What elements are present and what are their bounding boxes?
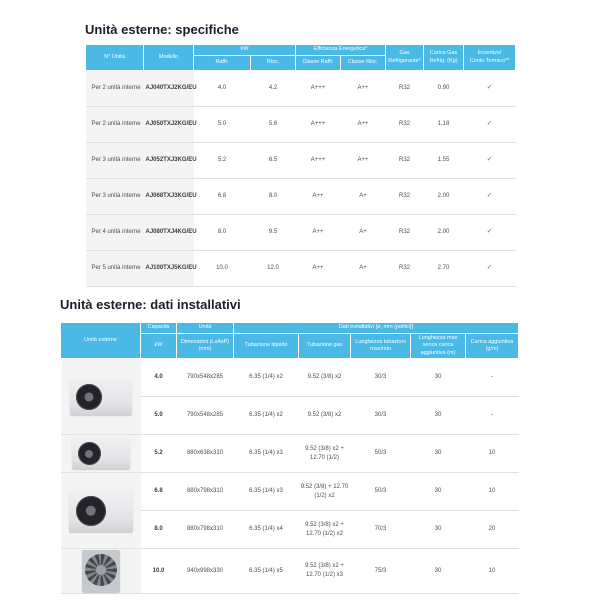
col-header-capacita: Capacità [141, 323, 177, 334]
cell-dimensioni: 790x548x285 [177, 397, 234, 435]
col-group-dati-installativi: Dati installativi [ø, mm (pollici)] [234, 323, 519, 334]
cell-n-unita: Per 2 unità interne [86, 107, 144, 143]
spec-table [85, 44, 516, 287]
col-header-tubazione-liquido: Tubazione liquido [234, 334, 299, 359]
cell-kw-raffr: 6.8 [194, 179, 251, 215]
col-header-lunghezza-tubazioni: Lunghezza tubazioni max/min [351, 334, 411, 359]
cell-dimensioni: 880x638x310 [177, 435, 234, 473]
cell-carica: 2.00 [424, 215, 464, 251]
checkmark-icon: ✓ [486, 84, 493, 92]
cell-tubazione-liquido: 6.35 (1/4) x3 [234, 473, 299, 511]
outdoor-unit-illustration [72, 438, 130, 469]
cell-lunghezza: 50/3 [351, 473, 411, 511]
cell-gas: R32 [386, 215, 424, 251]
outdoor-unit-illustration [82, 550, 120, 592]
spec-row [86, 107, 516, 143]
cell-tubazione-gas: 9.52 (3/8) + 12.70 (1/2) x2 [299, 473, 351, 511]
cell-carica: 0.90 [437, 85, 450, 91]
cell-tubazione-liquido: 6.35 (1/4) x2 [249, 374, 283, 381]
cell-n-unita: Per 2 unità interne [86, 71, 144, 107]
outdoor-unit-image [61, 549, 141, 594]
cell-tubazione-liquido: 6.35 (1/4) x3 [234, 435, 299, 473]
section1-title: Unità esterne: specifiche [85, 22, 239, 37]
cell-classe-raffr: A+++ [296, 107, 341, 143]
cell-tubazione-gas: 9.52 (3/8) x2 + 12.70 (1/2) x3 [299, 549, 351, 594]
col-header-carica-aggiuntiva: Carica aggiuntiva (g/m) [466, 334, 519, 359]
cell-kw-risc: 9.5 [251, 215, 296, 251]
checkmark-icon: ✓ [464, 251, 516, 287]
cell-modello: AJ080TXJ4KG/EU [144, 215, 194, 251]
cell-carica-aggiuntiva: 10 [466, 473, 519, 511]
cell-modello: AJ052TXJ3KG/EU [144, 143, 194, 179]
col-group-efficienza: Efficienza Energetica* [296, 45, 386, 56]
outdoor-unit-illustration [70, 379, 132, 415]
cell-capacita: 10.0 [141, 549, 177, 594]
fan-icon [78, 442, 101, 465]
col-header-carica-gas: Carica Gas Refrig. (Kg) [424, 45, 464, 71]
cell-modello: AJ050TXJ2KG/EU [144, 107, 194, 143]
install-row [61, 473, 519, 511]
cell-lunghezza: 75/3 [351, 549, 411, 594]
cell-gas: R32 [399, 85, 411, 91]
cell-capacita: 5.0 [141, 397, 177, 435]
checkmark-icon: ✓ [464, 107, 516, 143]
install-table [60, 322, 519, 594]
install-row [61, 435, 519, 473]
cell-modello: AJ068TXJ3KG/EU [144, 179, 194, 215]
cell-capacita: 4.0 [154, 374, 163, 381]
cell-kw-raffr: 5.2 [194, 143, 251, 179]
cell-capacita: 5.2 [141, 435, 177, 473]
cell-capacita: 6.8 [141, 473, 177, 511]
cell-lunghezza: 50/3 [351, 435, 411, 473]
cell-classe-raffr: A++ [296, 251, 341, 287]
cell-lunghezza-max: 30 [411, 435, 466, 473]
cell-dimensioni: 880x798x310 [177, 473, 234, 511]
cell-dimensioni: 940x998x330 [177, 549, 234, 594]
cell-lunghezza-max: 30 [411, 397, 466, 435]
col-header-incentivo: Incentivo/ Conto Termico** [464, 45, 516, 71]
cell-gas: R32 [386, 143, 424, 179]
col-header-unita-esterne: Unità esterne [61, 323, 141, 359]
cell-tubazione-gas: 9.52 (3/8) x2 + 12.70 (1/2) x2 [299, 511, 351, 549]
cell-n-unita: Per 4 unità interne [86, 215, 144, 251]
spec-row [86, 179, 516, 215]
cell-carica: 2.70 [424, 251, 464, 287]
cell-n-unita: Per 3 unità interne [86, 179, 144, 215]
spec-row [86, 71, 516, 107]
cell-classe-raffr: A++ [296, 179, 341, 215]
col-header-tubazione-gas: Tubazione gas [299, 334, 351, 359]
cell-lunghezza: 70/3 [351, 511, 411, 549]
fan-icon [76, 496, 106, 526]
cell-lunghezza-max: 30 [411, 511, 466, 549]
checkmark-icon: ✓ [464, 143, 516, 179]
col-header-dimensioni: Dimensioni (LxAxP) (mm) [177, 334, 234, 359]
cell-classe-risc: A++ [357, 85, 369, 91]
col-header-capacita-kw: kW [141, 334, 177, 359]
install-table-header [61, 323, 519, 359]
cell-tubazione-gas: 9.52 (3/8) x2 [299, 397, 351, 435]
cell-kw-raffr: 8.0 [194, 215, 251, 251]
cell-classe-risc: A+ [341, 215, 386, 251]
cell-gas: R32 [386, 251, 424, 287]
cell-lunghezza: 30/3 [374, 374, 387, 381]
fan-icon [76, 384, 102, 410]
col-header-classe-raffr: Classe Raffr. [296, 56, 341, 71]
col-header-risc: Risc. [251, 56, 296, 71]
col-header-unita: Unità [177, 323, 234, 334]
cell-dimensioni: 790x548x285 [186, 374, 224, 381]
cell-classe-risc: A++ [341, 107, 386, 143]
cell-carica-aggiuntiva: 20 [466, 511, 519, 549]
cell-carica: 1.55 [424, 143, 464, 179]
col-header-lunghezza-max: Lunghezza max senza carica aggiuntiva (m) [411, 334, 466, 359]
cell-carica-aggiuntiva: 10 [466, 435, 519, 473]
cell-classe-raffr: A+++ [296, 143, 341, 179]
outdoor-unit-image [61, 359, 141, 435]
cell-lunghezza-max: 30 [434, 374, 442, 381]
cell-tubazione-liquido: 6.35 (1/4) x2 [234, 397, 299, 435]
cell-carica: 1.18 [424, 107, 464, 143]
checkmark-icon: ✓ [464, 215, 516, 251]
col-header-modello: Modello [144, 45, 194, 71]
cell-n-unita: Per 3 unità interne [86, 143, 144, 179]
cell-tubazione-gas: 9.52 (3/8) x2 + 12.70 (1/2) [299, 435, 351, 473]
col-header-raffr: Raffr. [194, 56, 251, 71]
outdoor-unit-illustration [69, 490, 133, 532]
cell-kw-risc: 5.6 [251, 107, 296, 143]
cell-capacita: 8.0 [141, 511, 177, 549]
cell-kw-raffr: 4.0 [217, 85, 227, 91]
checkmark-icon: ✓ [464, 179, 516, 215]
spec-row [86, 215, 516, 251]
cell-tubazione-liquido: 6.35 (1/4) x5 [234, 549, 299, 594]
col-header-n-unita: N° Unità [86, 45, 144, 71]
spec-row [86, 143, 516, 179]
col-group-kw: kW [194, 45, 296, 56]
spec-row [86, 251, 516, 287]
cell-classe-risc: A++ [341, 143, 386, 179]
col-header-classe-risc: Classe Risc. [341, 56, 386, 71]
cell-carica-aggiuntiva: - [466, 397, 519, 435]
cell-kw-raffr: 10.0 [194, 251, 251, 287]
cell-kw-risc: 6.5 [251, 143, 296, 179]
cell-classe-risc: A+ [341, 251, 386, 287]
cell-kw-risc: 4.2 [268, 85, 278, 91]
section2-title: Unità esterne: dati installativi [60, 297, 241, 312]
cell-modello: AJ040TXJ2KG/EU [144, 71, 194, 107]
cell-dimensioni: 880x798x310 [177, 511, 234, 549]
cell-classe-raffr: A++ [296, 215, 341, 251]
cell-gas: R32 [386, 107, 424, 143]
fan-grille-icon [85, 554, 117, 586]
cell-modello: AJ100TXJ5KG/EU [144, 251, 194, 287]
cell-kw-risc: 8.0 [251, 179, 296, 215]
cell-n-unita: Per 5 unità interne [86, 251, 144, 287]
install-row [61, 549, 519, 594]
spec-table-header [86, 45, 516, 71]
cell-classe-risc: A+ [341, 179, 386, 215]
cell-carica-aggiuntiva: - [491, 374, 494, 381]
cell-carica-aggiuntiva: 10 [466, 549, 519, 594]
outdoor-unit-image [61, 435, 141, 473]
install-row [61, 359, 519, 397]
cell-lunghezza: 30/3 [351, 397, 411, 435]
cell-lunghezza-max: 30 [411, 473, 466, 511]
cell-carica: 2.00 [424, 179, 464, 215]
cell-lunghezza-max: 30 [411, 549, 466, 594]
col-header-gas: Gas Refrigerante* [386, 45, 424, 71]
cell-classe-raffr: A+++ [310, 85, 326, 91]
outdoor-unit-image [61, 473, 141, 549]
cell-kw-raffr: 5.0 [194, 107, 251, 143]
cell-kw-risc: 12.0 [251, 251, 296, 287]
cell-gas: R32 [386, 179, 424, 215]
cell-tubazione-liquido: 6.35 (1/4) x4 [234, 511, 299, 549]
cell-tubazione-gas: 9.52 (3/8) x2 [307, 374, 342, 381]
